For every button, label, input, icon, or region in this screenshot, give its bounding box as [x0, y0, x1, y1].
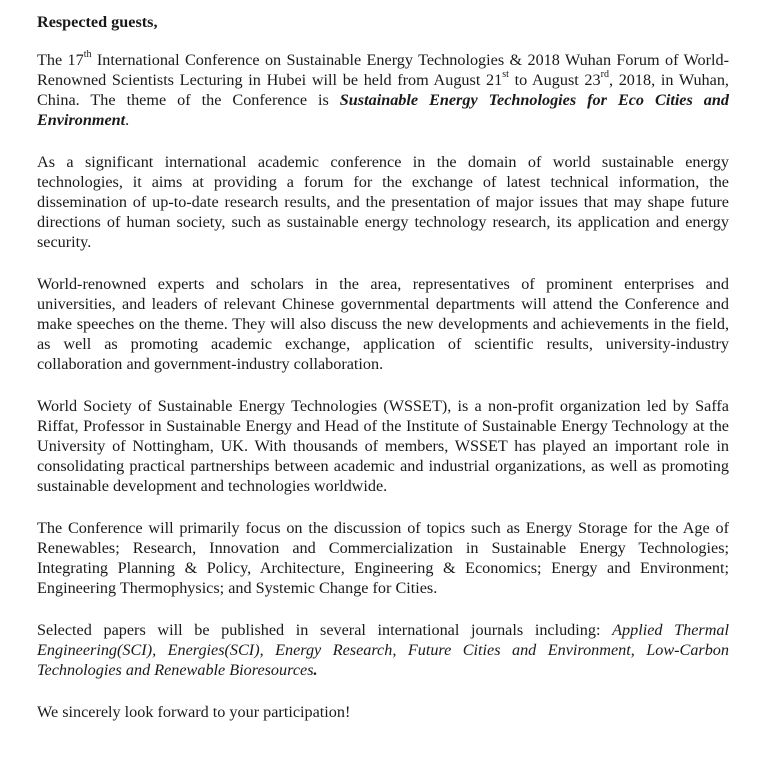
ordinal-suffix-th: th [83, 48, 92, 60]
p1-text-4: , 2018, in Wuhan, China. The theme of the Conference is [37, 71, 729, 109]
p1-text-5: . [125, 111, 130, 129]
ordinal-suffix-rd: rd [600, 68, 609, 80]
journals-lead: Selected papers will be published in several international journals including: [37, 621, 613, 639]
paragraph-journals [37, 620, 729, 680]
ordinal-suffix-st: st [502, 68, 509, 80]
journals-end: . [313, 661, 318, 679]
greeting: Respected guests, [37, 13, 158, 31]
p1-text-1: The 17 [37, 51, 84, 69]
journal-list: Applied Thermal Engineering(SCI), Energies(SCI), Energy Research, Future Cities and Environment, Low-Carbon Technologies and Renewable Bioresources [37, 621, 729, 679]
conference-theme: Sustainable Energy Technologies for Eco Cities and Environment [37, 91, 729, 129]
paragraph-wsset: World Society of Sustainable Energy Technologies (WSSET), is a non-profit organization led by Saffa Riffat, Professor in Sustainable Energy and Head of the Institute of Sustainable Energy Technology at the University of Nottingham, UK. With thousands of members, WSSET has played an important role in consolidating practical partnerships between academic and industrial organizations, as well as promoting sustainable development and technologies worldwide. [37, 397, 729, 495]
p1-text-2: International Conference on Sustainable Energy Technologies & 2018 Wuhan Forum of World-Renowned Scientists Lecturing in Hubei will be held from August 21 [37, 51, 729, 89]
paragraph-conference-aims: As a significant international academic conference in the domain of world sustainable energy technologies, it aims at providing a forum for the exchange of latest technical information, the dissemination of up-to-date research results, and the presentation of major issues that may shape future directions of human society, such as sustainable energy technology research, its application and energy security. [37, 153, 729, 251]
paragraph-topics: The Conference will primarily focus on the discussion of topics such as Energy Storage for the Age of Renewables; Research, Innovation and Commercialization in Sustainable Energy Technologies; Integrating Planning & Policy, Architecture, Engineering & Economics; Energy and Environment; Engineering Thermophysics; and Systemic Change for Cities. [37, 519, 729, 597]
paragraph-conference-announcement [37, 50, 729, 130]
p1-text-3: to August 23 [508, 71, 601, 89]
paragraph-attendees: World-renowned experts and scholars in the area, representatives of prominent enterprises and universities, and leaders of relevant Chinese governmental departments will attend the Conference and make speeches on the theme. They will also discuss the new developments and achievements in the field, as well as promoting academic exchange, application of scientific results, university-industry collaboration and government-industry collaboration. [37, 275, 729, 373]
closing-line: We sincerely look forward to your participation! [37, 703, 351, 721]
